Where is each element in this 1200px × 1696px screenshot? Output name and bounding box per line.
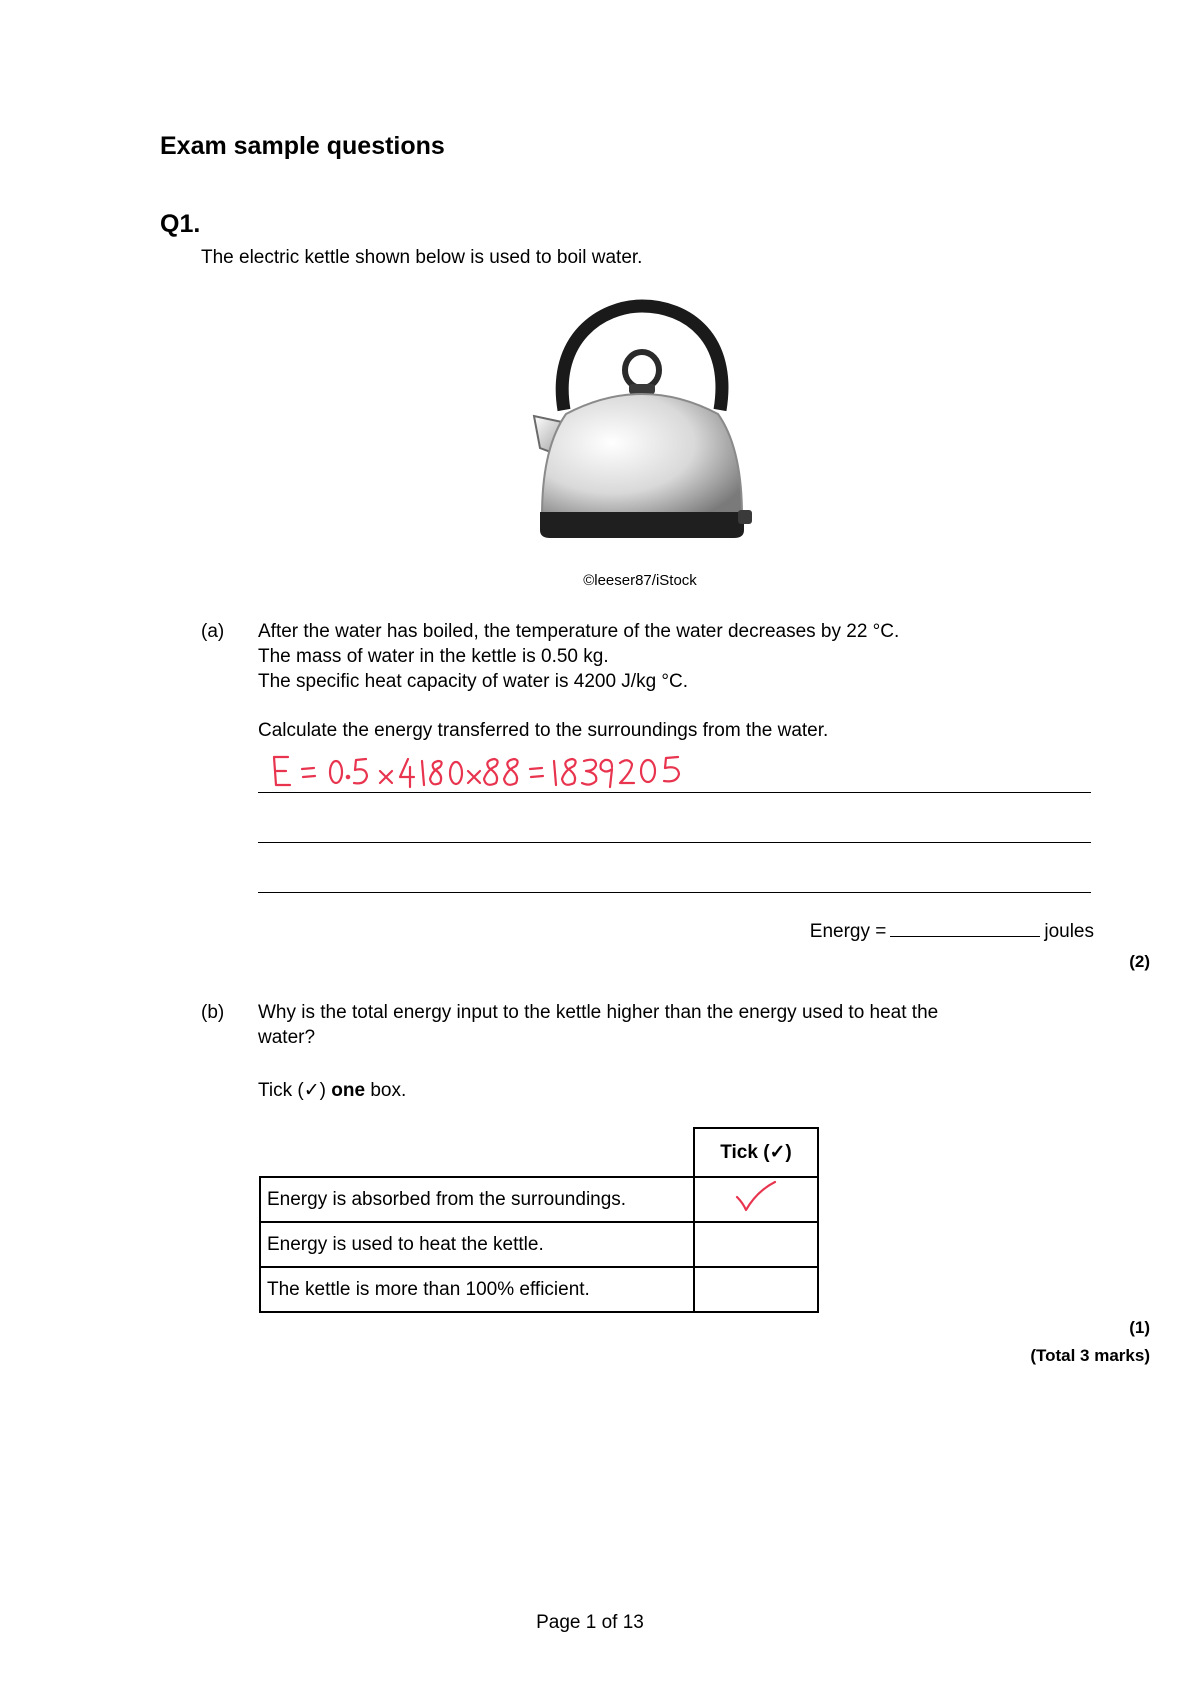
option-text: Energy is absorbed from the surroundings.	[260, 1177, 694, 1222]
part-a-text	[258, 619, 899, 694]
tick-table	[259, 1127, 819, 1313]
option-tick-box[interactable]	[694, 1222, 818, 1267]
tick-instruction-suffix: box.	[365, 1080, 407, 1101]
table-row	[260, 1267, 818, 1312]
tick-instruction	[258, 1078, 406, 1103]
part-b-question-line-2: water?	[258, 1027, 316, 1048]
part-a-marks: (2)	[1129, 952, 1150, 971]
energy-unit: joules	[1044, 921, 1094, 942]
energy-label: Energy =	[809, 921, 887, 942]
energy-answer-blank[interactable]	[890, 920, 1040, 937]
part-b-marks: (1)	[1129, 1318, 1150, 1337]
part-a-line-1: After the water has boiled, the temperature of the water decreases by 22 °C.	[258, 621, 900, 642]
option-tick-box[interactable]	[694, 1177, 818, 1222]
tick-instruction-prefix: Tick (✓)	[258, 1080, 332, 1101]
question-intro: The electric kettle shown below is used to boil water.	[201, 247, 643, 268]
table-row	[260, 1222, 818, 1267]
table-row	[260, 1177, 818, 1222]
part-b-question	[258, 1000, 938, 1050]
option-text: The kettle is more than 100% efficient.	[260, 1267, 694, 1312]
tick-table-corner	[260, 1128, 694, 1177]
tick-instruction-bold: one	[331, 1080, 366, 1101]
page-title: Exam sample questions	[160, 132, 445, 160]
part-a-label: (a)	[201, 621, 225, 642]
part-a-line-3: The specific heat capacity of water is 4200 J/kg °C.	[258, 671, 689, 692]
answer-line-3[interactable]	[258, 892, 1091, 893]
kettle-image	[522, 298, 762, 550]
part-a-prompt: Calculate the energy transferred to the surroundings from the water.	[258, 720, 829, 741]
tick-table-header-row	[260, 1128, 818, 1177]
image-credit: ©leeser87/iStock	[583, 572, 697, 589]
handwritten-answer	[268, 747, 698, 797]
total-marks: (Total 3 marks)	[1030, 1346, 1150, 1365]
option-text: Energy is used to heat the kettle.	[260, 1222, 694, 1267]
part-a-line-2: The mass of water in the kettle is 0.50 kg.	[258, 646, 609, 667]
question-number: Q1.	[160, 210, 201, 238]
energy-answer-row	[810, 920, 1094, 943]
option-tick-box[interactable]	[694, 1267, 818, 1312]
part-b-label: (b)	[201, 1002, 225, 1023]
page-footer: Page 1 of 13	[536, 1612, 644, 1633]
check-icon	[733, 1179, 779, 1215]
tick-table-header: Tick (✓)	[694, 1128, 818, 1177]
answer-line-1[interactable]	[258, 792, 1091, 793]
part-b-question-line-1: Why is the total energy input to the kettle higher than the energy used to heat the	[258, 1002, 939, 1023]
answer-line-2[interactable]	[258, 842, 1091, 843]
